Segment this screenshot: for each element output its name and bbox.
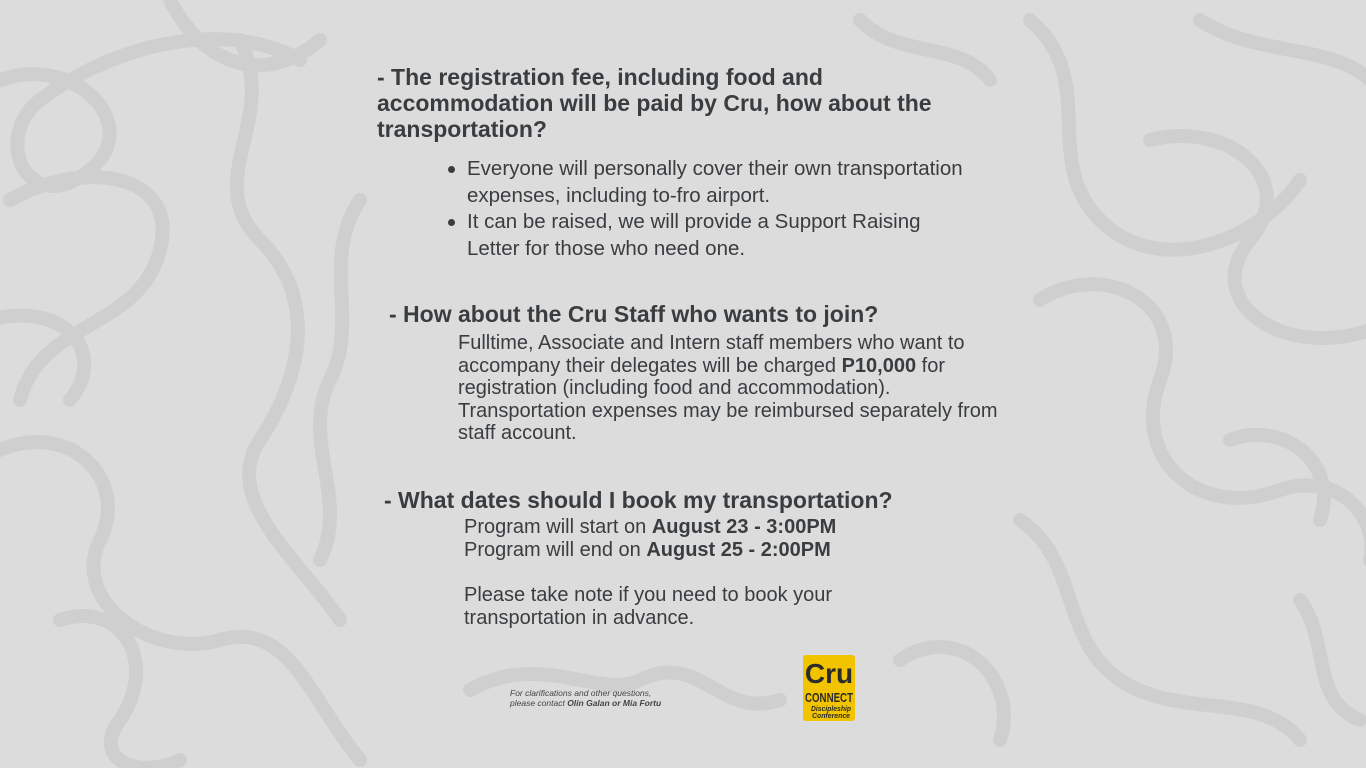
question-booking-dates: - What dates should I book my transportation? [384,487,893,513]
cru-staff-answer [458,332,1018,445]
list-item [448,156,968,209]
list-item [448,209,968,262]
transportation-answer-list [448,156,968,262]
contact-line: For clarifications and other questions, [510,688,652,698]
question-cru-staff: - How about the Cru Staff who wants to join? [389,301,879,327]
staff-answer-text: Fulltime, Associate and Intern staff members who want to accompany their delegates will be charged [458,332,965,377]
booking-note: Please take note if you need to book your transportation in advance. [464,584,833,629]
bullet-text: It can be raised, we will provide a Support Raising Letter for those who need one. [467,210,921,260]
bullet-icon [448,166,455,173]
logo-cru-text: Cru [804,658,854,689]
bullet-text: Everyone will personally cover their own transportation expenses, including to-fro airport. [467,157,963,207]
end-date: August 25 - 2:00PM [646,538,831,561]
cru-connect-logo [802,653,856,723]
contact-info [510,689,661,708]
program-dates [464,516,934,561]
end-label: Program will end on [464,538,647,561]
contact-names: Olin Galan or Mia Fortu [567,697,662,708]
start-label: Program will start on [464,516,652,538]
logo-conference-text: Conference [812,713,851,720]
staff-fee-amount: P10,000 [841,354,917,377]
question-transportation: - The registration fee, including food and accommodation will be paid by Cru, how about the transportation? [377,64,932,142]
bullet-icon [448,219,455,226]
start-date: August 23 - 3:00PM [651,516,837,538]
contact-prefix: please contact [510,697,568,708]
logo-connect-text: CONNECT [805,691,854,705]
logo-discipleship-text: Discipleship [811,706,852,713]
staff-answer-text-continued: for registration (including food and accommodation). Transportation expenses may be reimbursed separately from staff account. [458,354,998,445]
